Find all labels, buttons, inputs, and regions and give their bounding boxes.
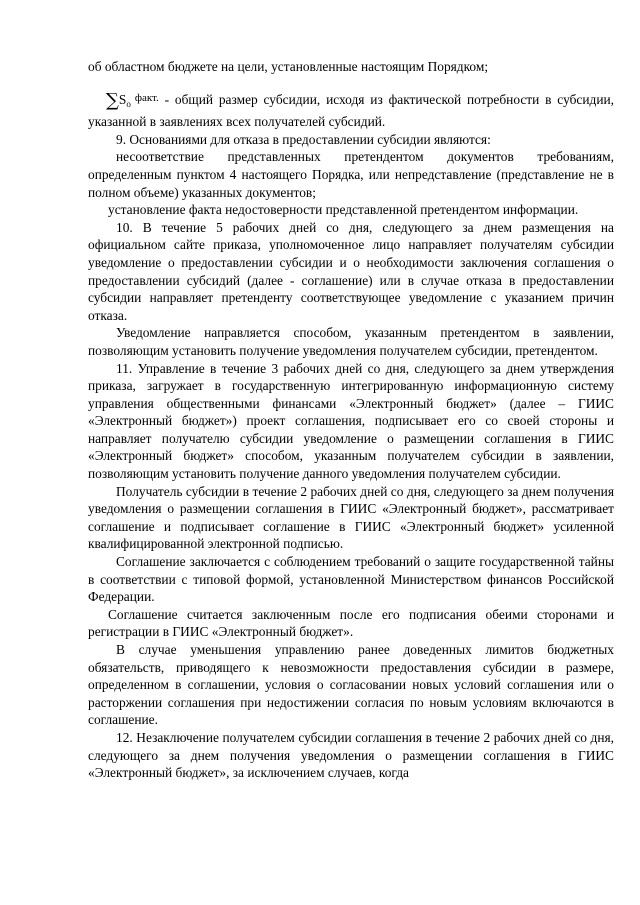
paragraph-9b: установление факта недостоверности представленной претендентом информации. [108,202,579,218]
paragraph-11d: В случае уменьшения управлению ранее доведенных лимитов бюджетных обязательств, приводящего к невозможности предоставления субсидии в размере, определенном в соглашении, условия о согласовании новых условий соглашения или о расторжении соглашения при недостижении согласия по новым условиям включаются в соглашение. [88,642,614,728]
document-body [88,58,614,782]
paragraph-9a: несоответствие представленных претендентом документов требованиям, определенным пунктом 4 настоящего Порядка, или непредставление (представление не в полном объеме) указанных документов; [88,149,614,200]
paragraph-9: 9. Основаниями для отказа в предоставлении субсидии являются: [116,131,491,147]
formula-definition [88,90,614,131]
formula-var: S [118,91,127,107]
paragraph-11a: Получатель субсидии в течение 2 рабочих дней со дня, следующего за днем получения уведомления о размещении соглашения в ГИИС «Электронный бюджет», рассматривает соглашение и подписывает соглашение в ГИИС «Электронный бюджет» усиленной квалифицированной электронной подписью. [88,483,614,552]
formula-sub: o [126,98,131,109]
paragraph-11c: Соглашение считается заключенным после его подписания обеими сторонами и регистрации в ГИИС «Электронный бюджет». [88,606,614,640]
sum-symbol: ∑ [106,89,119,111]
paragraph-12: 12. Незаключение получателем субсидии соглашения в течение 2 рабочих дней со дня, следующего за днем получения уведомления о размещении соглашения в ГИИС «Электронный бюджет», за исключением случаев, когда [88,729,614,781]
paragraph-10a: Уведомление направляется способом, указанным претендентом в заявлении, позволяющим установить получение уведомления получателем субсидии, претендентом. [88,325,614,358]
paragraph-11: 11. Управление в течение 3 рабочих дней со дня, следующего за днем утверждения приказа, загружает в государственную интегрированную информационную систему управления общественными финансами «Электронный бюджет» (далее – ГИИС «Электронный бюджет») проект соглашения, подписывает его со своей стороны и направляет получателю субсидии уведомление о размещении соглашения в ГИИС «Электронный бюджет» способом, указанным получателем субсидии в заявлении, позволяющим установить получение данного уведомления получателем субсидии. [88,360,614,482]
formula-text: - общий размер субсидии, исходя из фактической потребности в субсидии, указанной в заявлениях всех получателей субсидий. [88,91,614,130]
paragraph-10: 10. В течение 5 рабочих дней со дня, следующего за днем размещения на официальном сайте приказа, уполномоченное лицо направляет получателям субсидии уведомление о предоставлении субсидии и о необходимости заключения соглашения о предоставлении субсидий (далее - соглашение) или в случае отказа в предоставлении субсидии направляет претенденту соответствующее уведомление с указанием причин отказа. [88,219,614,323]
paragraph-line-0: об областном бюджете на цели, установленные настоящим Порядком; [88,59,489,74]
paragraph-11b: Соглашение заключается с соблюдением требований о защите государственной тайны в соответствии с типовой формой, установленной Министерством финансов Российской Федерации. [88,554,614,605]
formula-fact: факт. [134,91,159,104]
